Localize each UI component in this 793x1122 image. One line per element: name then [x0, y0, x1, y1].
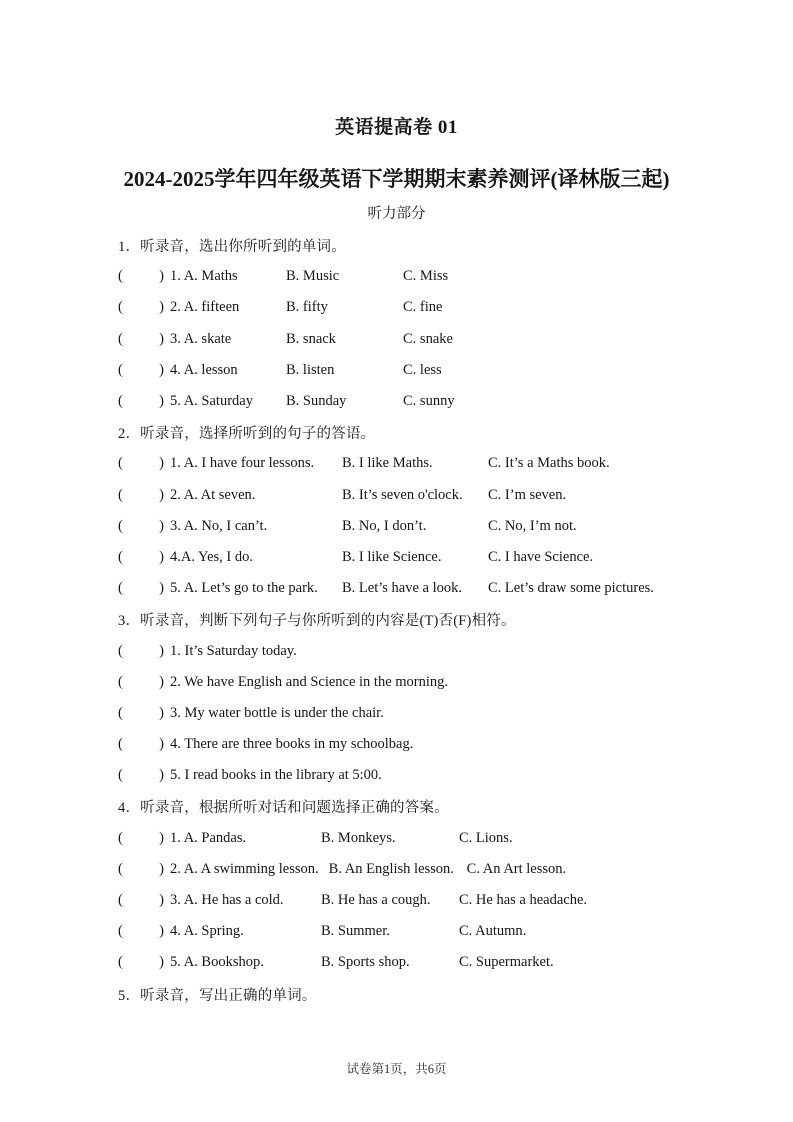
- bracket-open: (: [118, 642, 123, 659]
- option-b: B. I like Science.: [342, 548, 442, 565]
- answer-bracket: [118, 643, 164, 660]
- question-4-item-3: [118, 885, 703, 916]
- option-a: 5. A. Saturday: [170, 393, 253, 410]
- bracket-open: (: [118, 673, 123, 690]
- question-2-item-4: [118, 542, 703, 573]
- page-subtitle: 2024-2025学年四年级英语下学期期末素养测评(译林版三起): [123, 167, 670, 191]
- option-b: B. Sports shop.: [321, 954, 410, 971]
- statement-text: 1. It’s Saturday today.: [170, 642, 297, 659]
- answer-bracket: [118, 954, 164, 971]
- option-a: 5. A. Let’s go to the park.: [170, 580, 318, 597]
- question-1-item-1: [118, 261, 703, 292]
- bracket-open: (: [118, 361, 123, 378]
- question-1-item-5: [118, 386, 703, 417]
- question-1-item-4: [118, 355, 703, 386]
- statement-text: 2. We have English and Science in the morning.: [170, 673, 449, 690]
- bracket-close: ): [159, 642, 164, 659]
- question-3-item-3: [118, 698, 703, 729]
- bracket-close: ): [159, 268, 164, 285]
- option-a: 2. A. A swimming lesson.: [170, 860, 319, 877]
- answer-bracket: [118, 299, 164, 316]
- option-c: C. Supermarket.: [459, 954, 554, 971]
- answer-bracket: [118, 393, 164, 410]
- question-2-heading: 2．听录音，选择所听到的句子的答语。: [118, 426, 376, 443]
- bracket-close: ): [159, 330, 164, 347]
- question-2-item-1: [118, 448, 703, 479]
- bracket-open: (: [118, 892, 123, 909]
- listening-section-label: 听力部分: [367, 206, 426, 222]
- option-c: C. Autumn.: [459, 923, 527, 940]
- option-c: C. He has a headache.: [459, 892, 588, 909]
- option-c: C. Let’s draw some pictures.: [488, 580, 654, 597]
- option-b: B. fifty: [286, 299, 328, 316]
- question-2-item-3: [118, 511, 703, 542]
- question-1-heading: 1．听录音，选出你所听到的单词。: [118, 239, 346, 256]
- answer-bracket: [118, 268, 164, 285]
- bracket-close: ): [159, 517, 164, 534]
- bracket-close: ): [159, 580, 164, 597]
- option-a: 1. A. I have four lessons.: [170, 455, 315, 472]
- question-2-item-5: [118, 573, 703, 604]
- statement-text: 3. My water bottle is under the chair.: [170, 704, 384, 721]
- question-3-item-5: [118, 760, 703, 791]
- answer-bracket: [118, 487, 164, 504]
- option-b: B. Monkeys.: [321, 829, 396, 846]
- option-a: 2. A. At seven.: [170, 486, 256, 503]
- bracket-close: ): [159, 860, 164, 877]
- option-c: C. less: [403, 361, 442, 378]
- question-4-item-5: [118, 947, 703, 978]
- bracket-open: (: [118, 393, 123, 410]
- question-4-item-1: [118, 823, 703, 854]
- question-4-item-2: [118, 854, 703, 885]
- page-title: 英语提高卷 01: [335, 117, 458, 138]
- option-c: C. I’m seven.: [488, 486, 567, 503]
- bracket-open: (: [118, 860, 123, 877]
- option-c: C. Miss: [403, 268, 449, 285]
- statement-text: 5. I read books in the library at 5:00.: [170, 767, 382, 784]
- answer-bracket: [118, 705, 164, 722]
- option-b: B. I like Maths.: [342, 455, 433, 472]
- bracket-close: ): [159, 299, 164, 316]
- question-1-item-2: [118, 292, 703, 323]
- option-b: B. No, I don’t.: [342, 517, 427, 534]
- answer-bracket: [118, 861, 164, 878]
- bracket-close: ): [159, 673, 164, 690]
- answer-bracket: [118, 674, 164, 691]
- bracket-close: ): [159, 829, 164, 846]
- option-c: C. It’s a Maths book.: [488, 455, 610, 472]
- option-b: B. Music: [286, 268, 340, 285]
- question-list: [0, 230, 793, 1010]
- bracket-close: ): [159, 767, 164, 784]
- bracket-close: ): [159, 954, 164, 971]
- option-a: 3. A. He has a cold.: [170, 892, 284, 909]
- option-a: 3. A. skate: [170, 330, 232, 347]
- option-b: B. listen: [286, 361, 335, 378]
- option-c: C. fine: [403, 299, 443, 316]
- answer-bracket: [118, 549, 164, 566]
- bracket-open: (: [118, 517, 123, 534]
- question-3-heading: 3．听录音，判断下列句子与你所听到的内容是(T)否(F)相符。: [118, 613, 516, 630]
- statement-text: 4. There are three books in my schoolbag.: [170, 736, 414, 753]
- option-c: C. Lions.: [459, 829, 513, 846]
- bracket-close: ): [159, 704, 164, 721]
- option-b: B. snack: [286, 330, 336, 347]
- option-b: B. Summer.: [321, 923, 390, 940]
- option-a: 4. A. Spring.: [170, 923, 244, 940]
- question-1-item-3: [118, 324, 703, 355]
- bracket-open: (: [118, 330, 123, 347]
- bracket-open: (: [118, 455, 123, 472]
- answer-bracket: [118, 518, 164, 535]
- page-footer: 试卷第1页，共6页: [346, 1062, 447, 1076]
- option-c: C. No, I’m not.: [488, 517, 577, 534]
- bracket-open: (: [118, 829, 123, 846]
- option-a: 1. A. Pandas.: [170, 829, 247, 846]
- answer-bracket: [118, 923, 164, 940]
- bracket-close: ): [159, 393, 164, 410]
- option-c: C. sunny: [403, 393, 455, 410]
- bracket-open: (: [118, 704, 123, 721]
- bracket-open: (: [118, 923, 123, 940]
- bracket-open: (: [118, 736, 123, 753]
- bracket-close: ): [159, 923, 164, 940]
- bracket-close: ): [159, 361, 164, 378]
- option-a: 5. A. Bookshop.: [170, 954, 264, 971]
- option-c: C. snake: [403, 330, 453, 347]
- option-a: 3. A. No, I can’t.: [170, 517, 268, 534]
- bracket-open: (: [118, 548, 123, 565]
- option-b: B. Sunday: [286, 393, 347, 410]
- option-b: B. It’s seven o'clock.: [342, 486, 463, 503]
- question-3-item-2: [118, 667, 703, 698]
- answer-bracket: [118, 892, 164, 909]
- question-5-heading: 5．听录音，写出正确的单词。: [118, 987, 317, 1004]
- option-a: 4. A. lesson: [170, 361, 238, 378]
- question-3-item-1: [118, 635, 703, 666]
- bracket-open: (: [118, 580, 123, 597]
- bracket-open: (: [118, 268, 123, 285]
- bracket-open: (: [118, 486, 123, 503]
- bracket-close: ): [159, 455, 164, 472]
- question-4-item-4: [118, 916, 703, 947]
- bracket-close: ): [159, 486, 164, 503]
- bracket-open: (: [118, 299, 123, 316]
- question-2-item-2: [118, 480, 703, 511]
- bracket-open: (: [118, 954, 123, 971]
- bracket-open: (: [118, 767, 123, 784]
- option-c: C. I have Science.: [488, 548, 594, 565]
- option-b: B. He has a cough.: [321, 892, 431, 909]
- answer-bracket: [118, 580, 164, 597]
- question-4-heading: 4．听录音，根据所听对话和问题选择正确的答案。: [118, 800, 449, 817]
- answer-bracket: [118, 767, 164, 784]
- option-b: B. Let’s have a look.: [342, 580, 463, 597]
- option-c: C. An Art lesson.: [466, 860, 567, 877]
- answer-bracket: [118, 331, 164, 348]
- answer-bracket: [118, 362, 164, 379]
- answer-bracket: [118, 455, 164, 472]
- option-b: B. An English lesson.: [328, 860, 454, 877]
- option-a: 1. A. Maths: [170, 268, 238, 285]
- answer-bracket: [118, 830, 164, 847]
- option-a: 2. A. fifteen: [170, 299, 240, 316]
- bracket-close: ): [159, 548, 164, 565]
- answer-bracket: [118, 736, 164, 753]
- question-3-item-4: [118, 729, 703, 760]
- bracket-close: ): [159, 736, 164, 753]
- bracket-close: ): [159, 892, 164, 909]
- option-a: 4.A. Yes, I do.: [170, 548, 253, 565]
